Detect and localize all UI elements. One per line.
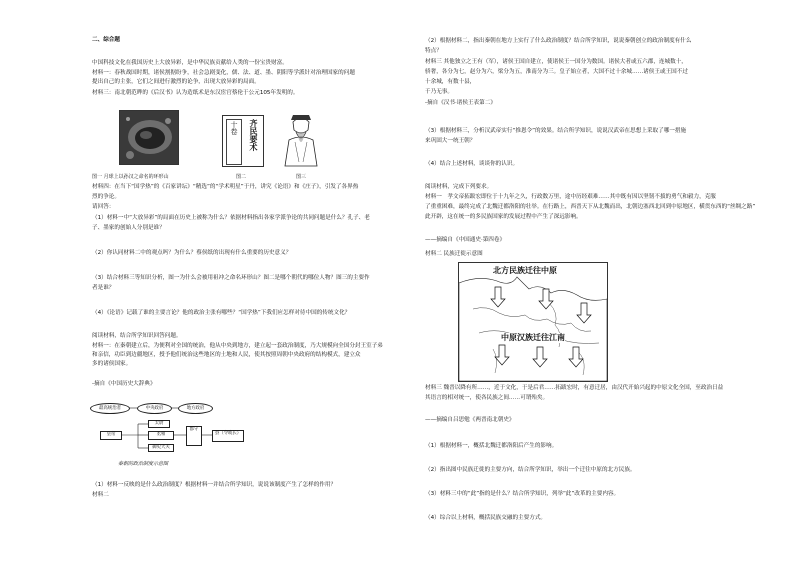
- material-4-line1: 材料四：在当下“国学热”的《百家讲坛》“精选”的“学术明星”于丹，讲究《论语》和《庄子》，引发了各界热: [92, 184, 359, 190]
- material-3: 材料三：南北朝范晔的《后汉书》认为造纸术是东汉宦官蔡伦于公元105年发明的。: [92, 90, 299, 96]
- material-4-line2: 烈的争论。: [92, 194, 120, 200]
- diagram-caption: 秦朝的政治制度示意图: [118, 461, 169, 467]
- diagram-commandery: 郡守: [186, 426, 202, 446]
- intro-text: 中国科技文化在我国历史上大放异彩，是中华民族贡献给人类的一份宝贵财富。: [92, 60, 288, 66]
- right-material-1-line2: 了重重困难，最终完成了北魏迁都洛阳的壮举。在行路上，西晋天下从北魏而出，北朝边塞西北回到中原地区，横贯东西的“丝绸之路”: [425, 204, 756, 210]
- reading-instruction: 阅读材料，结合所学知识回答问题。: [92, 333, 182, 339]
- diagram-emperor: 皇帝: [100, 431, 122, 440]
- question-4: （4）《论语》记载了谁的主要言论？他的政治主张有哪些？“国学热”下我们应怎样对待中国的传统文化？: [92, 310, 351, 316]
- figure-3-caption: 图三: [296, 174, 307, 180]
- right-question-b4: （4）综合以上材料，概括民族交融的主要方式。: [425, 515, 547, 521]
- material-q2-line2: 和亲信，功臣到边疆地区，授予他们统治这些地区的土地和人民，使其按照周朝中央政府的结构模式，建立众: [92, 352, 361, 358]
- right-material-3-line3: 十余城，有数十县，: [425, 79, 476, 85]
- diagram-top-local: 地方政府: [178, 403, 213, 414]
- book-cover: [222, 115, 264, 167]
- map-label-north: 北方民族迁往中原: [493, 266, 557, 275]
- material-1-line1: 材料一：春秋战国时期，诸侯割据纷争，社会急剧变化，儒、法、道、墨、阴阳等学派针对治理国家的问题: [92, 70, 355, 76]
- right-question-b2: （2）指出图中民族迁徙的主要方向，结合所学知识，举出一个迁往中原的北方民族。: [425, 467, 636, 473]
- diagram-chancellor: 丞相: [148, 431, 174, 440]
- section-title: 二、综合题: [92, 37, 120, 43]
- right-question-2-line1: （2）根据材料二，指出秦朝在地方上实行了什么政治制度？结合所学知识，说说秦朝创立的政治制度有什么: [425, 38, 692, 44]
- right-material-1-line1: 材料一 孝文帝拓跋宏即位于十九年之久，行政数万里，途中历经艰难……其中既有因以坚韧不拔的勇气和毅力，克服: [425, 194, 716, 200]
- right-material-3-line4: 千乃无事。: [425, 89, 453, 95]
- right-question-3-line1: （3）根据材料三，分析汉武帝实行“推恩令”的效果。结合所学知识，说说汉武帝在思想上采取了哪一措施: [425, 128, 687, 134]
- book-title-right: 齐民要术: [249, 119, 259, 151]
- right-question-b3: （3）材料三中的“此”指的是什么？结合所学知识，列举“此”改革的主要内容。: [425, 491, 620, 497]
- right-question-2-line2: 特点？: [425, 48, 442, 54]
- material-q2-line3: 多的诸侯国家。: [92, 361, 132, 367]
- portrait-sketch: [281, 112, 321, 167]
- qin-system-diagram: [90, 398, 250, 473]
- material-2-label: 材料二: [92, 492, 109, 498]
- answer-prompt: 请回答：: [92, 204, 115, 210]
- right-source-2: -摘自《汉书·诸侯王表第二》: [425, 100, 496, 106]
- right-source-3: ——摘编自《中国通史·第四卷》: [425, 237, 506, 243]
- question-q2-1: （1）材料一反映的是什么政治制度？根据材料一并结合所学知识，说说该制度产生了怎样的作用？: [92, 482, 337, 488]
- moon-crater-photo: [119, 110, 179, 165]
- right-material-3-line1: 材料三 其他独立之王有（军），诸侯王国自建立，使诸侯王一国分为数国。诸侯大者或五六郡，连城数十，: [425, 59, 687, 65]
- diagram-top-central: 中央政府: [137, 403, 172, 414]
- right-question-4: （4）结合上述材料，谈谈你的认识。: [425, 161, 519, 167]
- diagram-censor: 御史大夫: [148, 444, 174, 452]
- question-3-line1: （3）结合材料三等知识分析，图一为什么会被用祖冲之命名环形山？图二是哪个朝代的哪位人物？图三的主要作: [92, 275, 370, 281]
- figure-1-caption: 图一 月球上以孙汉之命名的环形山: [92, 174, 169, 180]
- right-material-3b-line2: 其语言的相对统一，使各民族之间……可谓殆矣。: [425, 395, 549, 401]
- material-1-line2: 提出自己的主张，它们之间进行激烈的论争，出现大放异彩的局面。: [92, 79, 260, 85]
- diagram-county: 县（令或长）: [212, 430, 244, 442]
- question-2: （2）你认同材料二中的观点吗？为什么？蔡侯纸的出现有什么重要的历史意义？: [92, 250, 292, 256]
- right-material-3b-line1: 材料三 魏晋以降有所……，近于文化，于是后君……拓跋宏时，有意迁居，由汉代开始兴起的中原文化全国，至政治日益: [425, 385, 724, 391]
- book-title-left: 十卷: [230, 121, 238, 135]
- migration-map: [458, 262, 608, 382]
- diagram-top-ruler: 最高统治者: [90, 403, 130, 414]
- question-1-line2: 子、墨家的创始人分别是谁？: [92, 225, 165, 231]
- right-question-b1: （1）根据材料一，概括北魏迁都洛阳后产生的影响。: [425, 443, 558, 449]
- source-1: -摘自《中国历史大辞典》: [92, 381, 156, 387]
- right-reading-instruction: 阅读材料，完成下列要求。: [425, 184, 493, 190]
- right-material-1-line3: 此开辟，这在统一的多民族国家的发展过程中产生了深远影响。: [425, 214, 582, 220]
- right-material-3-line2: 骄奢，各分为七，赵分为六，梁分为五，淮南分为三。皇子始立者，大国不过十余城……诸侯王或王国不过: [425, 69, 688, 75]
- material-q2-line1: 材料一：在秦朝建立后，为便利对全国的统治，他从中央到地方，建立起一套政治制度，乃大规模向全国分封王室子弟: [92, 343, 383, 349]
- figure-2-caption: 图二: [236, 174, 247, 180]
- right-source-4: ——摘编自吕思勉《两晋南北朝史》: [425, 417, 515, 423]
- diagram-taiwei: 太尉: [148, 420, 170, 428]
- map-label-south: 中原汉族迁往江南: [501, 333, 565, 342]
- right-question-3-line2: 来巩固大一统王朝？: [425, 138, 476, 144]
- right-material-2-title: 材料二 民族迁徙示意图: [425, 251, 483, 257]
- question-1-line1: （1）材料一中“大放异彩”的局面在历史上被称为什么？依据材料指出各家学派争论的共同问题是什么？孔子、老: [92, 215, 370, 221]
- question-3-line2: 者是谁？: [92, 285, 115, 291]
